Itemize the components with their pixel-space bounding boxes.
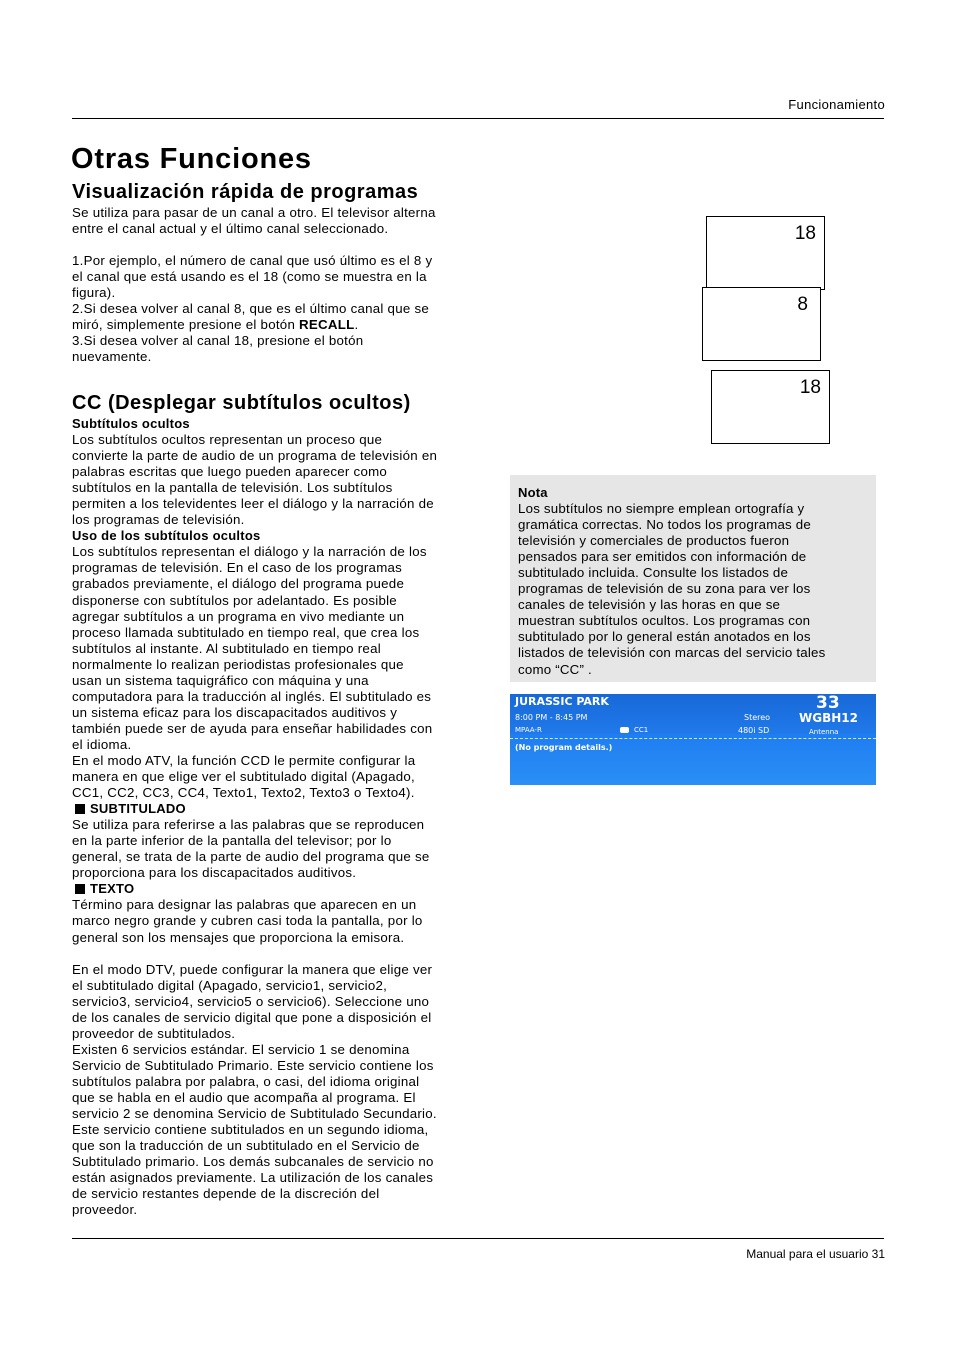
section-title-cc: CC (Desplegar subtítulos ocultos) <box>72 392 411 414</box>
note-title: Nota <box>518 485 548 500</box>
section-cc-body <box>72 416 490 1218</box>
quick-view-intro: Se utiliza para pasar de un canal a otro. El televisor alterna entre el canal actual y el último canal seleccionado. 1.Por ejemplo, el número de canal que usó último es el 8 y el canal que está usando es el 18 (como se muestra en la figura). 2.Si desea volver al canal 8, que es el último canal que se miró, simplemente presione el botón <box>72 205 436 333</box>
cc-paragraph-4: Término para designar las palabras que aparecen en un marco negro grande y cubren casi toda la pantalla, por lo general son los mensajes que proporciona la emisora. En el modo DTV, puede configurar la manera que elige ver el subtitulado digital (Apagado, servicio1, servicio2, servicio3, servicio4, servicio5 o servicio6). Seleccione uno de los canales de servicio digital que pone a disposición el proveedor de subtitulados. Existen 6 servicios estándar. El servicio 1 se denomina Servicio de Subtitulado Primario. Este servicio contiene los subtítulos palabra por palabra, o casi, del idioma original que se habla en el audio que acompaña al programa. El servicio 2 se denomina Servicio de Subtitulado Secundario. Este servicio contiene subtitulados en un segundo idioma, que son la traducción de un subtitulado en el Servicio de Subtitulado primario. Los demás subcanales de servicio no están asignados previamente. La utilización de los canales de servicio restantes depende de la discreción del proveedor. <box>72 897 437 1218</box>
tv-banner-divider <box>510 738 876 739</box>
cc-subheading-closed-captions: Subtítulos ocultos <box>72 416 190 431</box>
tv-program-details: (No program details.) <box>515 743 613 752</box>
cc-paragraph-2: Los subtítulos representan el diálogo y la narración de los programas de televisión. En el caso de los programas grabados previamente, el diálogo del programa puede disponerse con subtítulos por adelantado. Es posible agregar subtítulos a un programa en vivo mediante un proceso llamada subtitulado en tiempo real, que crea los subtítulos al instante. Al subtitulado en tiempo real normalmente lo realizan periodistas profesionales que usan un sistema taquigráfico con máquina y una computadora para la traducción al inglés. El subtitulado es un sistema eficaz para los discapacitados auditivos y también puede ser de ayuda para enseñar habilidades con el idioma. En el modo ATV, la función CCD le permite configurar la manera en que elige ver el subtitulado digital (Apagado, CC1, CC2, CC3, CC4, Texto1, Texto2, Texto3 o Texto4). <box>72 544 433 801</box>
tv-program-rating: MPAA-R <box>515 726 542 734</box>
note-box <box>510 475 876 682</box>
quick-view-text <box>72 205 490 333</box>
tv-resolution: 480i SD <box>738 726 770 735</box>
square-bullet-icon <box>75 884 85 894</box>
page-title: Otras Funciones <box>71 143 312 175</box>
header-rule <box>72 118 884 119</box>
footer-page-label: Manual para el usuario 31 <box>746 1247 885 1261</box>
bullet-texto-label: TEXTO <box>90 881 135 897</box>
section-title-quick-view: Visualización rápida de programas <box>72 181 419 203</box>
bullet-subtitulado-label: SUBTITULADO <box>90 801 186 817</box>
quick-view-period: . <box>354 317 359 333</box>
cc-paragraph-1: Los subtítulos ocultos representan un proceso que convierte la parte de audio de un programa de televisión en palabras escritas que luego pueden aparecer como subtítulos en la pantalla de televisión. Los subtítulos permiten a los televidentes leer el diálogo y la narración de los programas de televisión. <box>72 432 438 528</box>
tv-channel-number: 33 <box>816 694 840 713</box>
channel-box-current: 18 <box>706 216 825 290</box>
recall-button-label: RECALL <box>299 317 355 333</box>
tv-cc-label: CC1 <box>634 726 649 734</box>
channel-box-previous: 8 <box>702 287 821 361</box>
cc-subheading-usage: Uso de los subtítulos ocultos <box>72 528 261 544</box>
tv-program-time: 8:00 PM - 8:45 PM <box>515 713 588 722</box>
cc-icon <box>620 727 629 733</box>
square-bullet-icon <box>75 804 85 814</box>
tv-info-banner <box>510 694 876 785</box>
note-text: Los subtítulos no siempre emplean ortografía y gramática correctas. No todos los programas de televisión y comerciales de productos fueron pensados para ser emitidos con información de subtitulado incluida. Consulte los listados de programas de televisión de su zona para ver los canales de televisión y las horas en que se muestran subtítulos ocultos. Los programas con subtitulado por lo general están anotados en los listados de televisión con marcas del servicio tales como “CC” . <box>518 501 826 677</box>
cc-paragraph-3: Se utiliza para referirse a las palabras que se reproducen en la parte inferior de la pantalla del televisor; por lo general, se trata de la parte de audio del programa que se proporciona para los discapacitados auditivos. <box>72 817 430 881</box>
section-quick-view-body <box>72 205 490 365</box>
bullet-texto <box>72 881 490 897</box>
header-section-label: Funcionamiento <box>788 97 885 112</box>
footer-rule <box>72 1238 884 1239</box>
tv-audio-mode: Stereo <box>744 713 771 722</box>
tv-source: Antenna <box>809 728 839 736</box>
quick-view-step3: 3.Si desea volver al canal 18, presione el botón nuevamente. <box>72 333 364 365</box>
tv-program-title: JURASSIC PARK <box>515 695 609 708</box>
channel-box-return: 18 <box>711 370 830 444</box>
tv-station-name: WGBH12 <box>799 711 858 725</box>
bullet-subtitulado <box>72 801 490 817</box>
